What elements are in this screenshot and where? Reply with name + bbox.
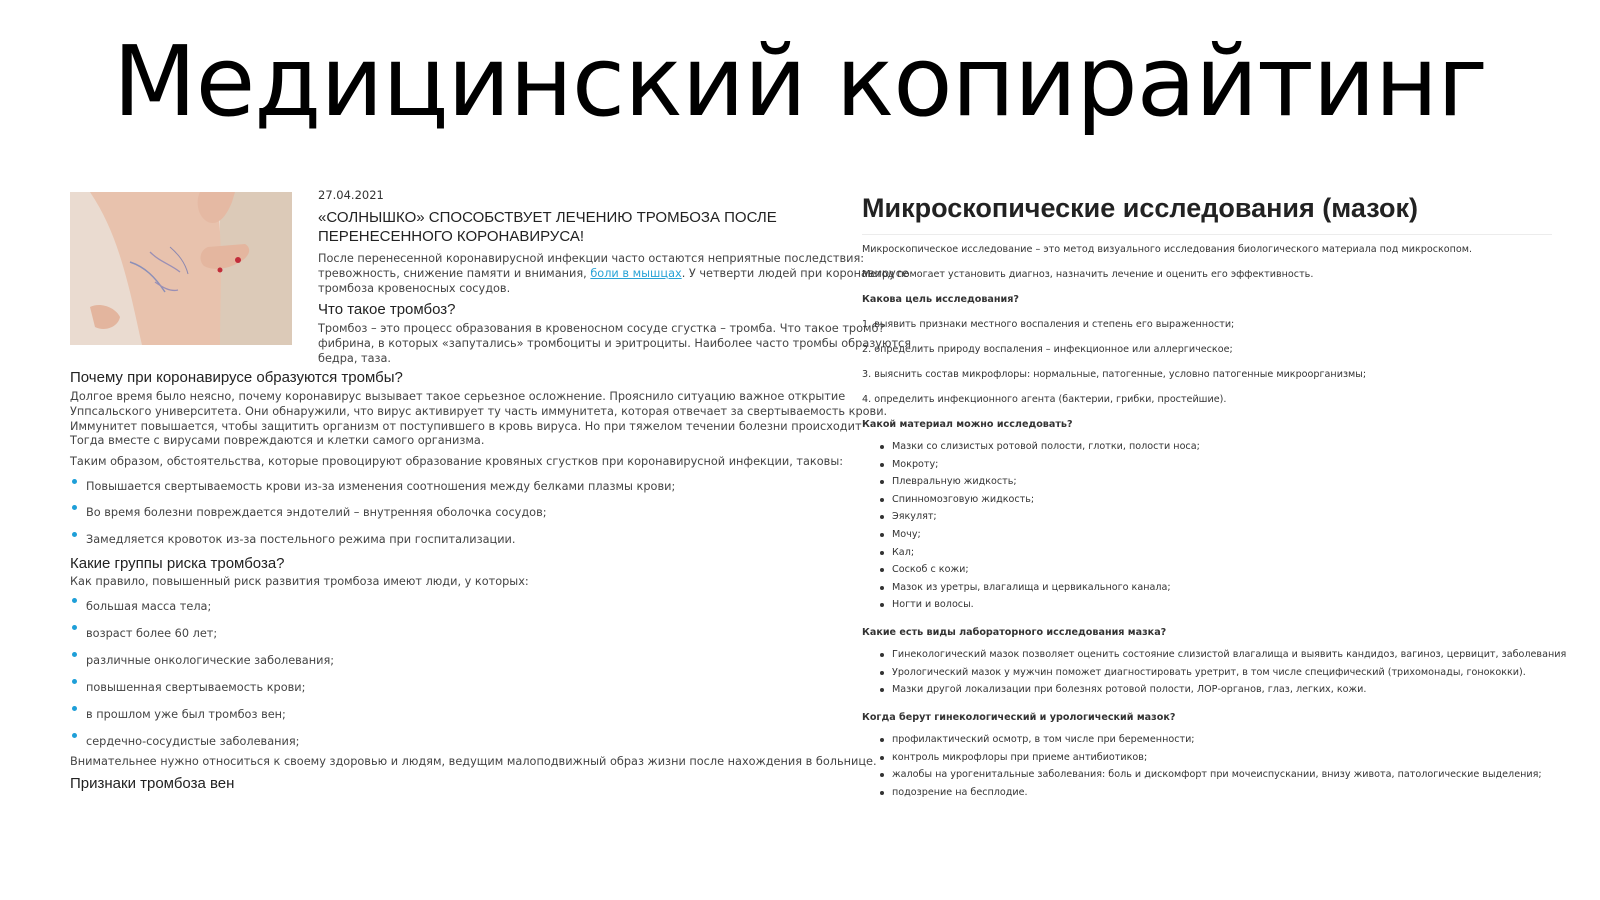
list-item: Соскоб с кожи; xyxy=(862,561,1200,579)
list-item: контроль микрофлоры при приеме антибиотиков; xyxy=(862,749,1542,767)
para-line: фибрина, в которых «запутались» тромбоциты и эритроциты. Наиболее часто тромбы образуются xyxy=(318,337,912,351)
section-risk xyxy=(70,554,877,793)
paragraph: Метод помогает установить диагноз, назначить лечение и оценить его эффективность. xyxy=(862,269,1314,280)
goal-item: 2. определить природу воспаления – инфекционное или аллергическое; xyxy=(862,344,1233,355)
article-headline[interactable]: «СОЛНЫШКО» СПОСОБСТВУЕТ ЛЕЧЕНИЮ ТРОМБОЗА ПОСЛЕ ПЕРЕНЕСЕННОГО КОРОНАВИРУСА! xyxy=(318,209,777,245)
section-heading: Что такое тромбоз? xyxy=(318,301,456,319)
list-item: Мазок из уретры, влагалища и цервикального канала; xyxy=(862,579,1200,597)
factor-list xyxy=(70,474,850,554)
list-item: сердечно-сосудистые заболевания; xyxy=(70,728,850,755)
intro-line: После перенесенной коронавирусной инфекции часто остаются неприятные последствия: xyxy=(318,252,865,265)
paragraph: Микроскопическое исследование – это метод визуального исследования биологического материала под микроскопом. xyxy=(862,244,1473,255)
list-item: жалобы на урогенитальные заболевания: боль и дискомфорт при мочеиспускании, внизу живота, патологические выделения; xyxy=(862,766,1542,784)
risk-list xyxy=(70,593,850,755)
para-line: Долгое время было неясно, почему коронавирус вызывает такое серьезное осложнение. Прояснило ситуацию важное открытие xyxy=(70,390,846,403)
question-heading: Какова цель исследования? xyxy=(862,294,1019,305)
section-intro: Как правило, повышенный риск развития тромбоза имеют люди, у которых: xyxy=(70,575,529,588)
intro-text: тревожность, снижение памяти и внимания, xyxy=(318,266,591,280)
list-item: повышенная свертываемость крови; xyxy=(70,674,850,701)
article-date: 27.04.2021 xyxy=(318,188,384,202)
question-heading: Когда берут гинекологический и урологический мазок? xyxy=(862,712,1176,723)
list-item: Ногти и волосы. xyxy=(862,596,1200,614)
intro-line: тромбоза кровеносных сосудов. xyxy=(318,281,511,295)
para-line: бедра, таза. xyxy=(318,351,392,365)
intro-line xyxy=(318,266,909,282)
list-item: Мазки другой локализации при болезнях ротовой полости, ЛОР-органов, глаз, легких, кожи. xyxy=(862,681,1566,699)
list-item: различные онкологические заболевания; xyxy=(70,647,850,674)
list-item: Плевральную жидкость; xyxy=(862,473,1200,491)
list-item: профилактический осмотр, в том числе при беременности; xyxy=(862,731,1542,749)
goal-item: 4. определить инфекционного агента (бактерии, грибки, простейшие). xyxy=(862,394,1227,405)
list-item: Повышается свертываемость крови из-за изменения соотношения между белками плазмы крови; xyxy=(70,474,850,501)
intro-text: . У четверти людей при коронавирусе xyxy=(681,266,909,280)
list-item: Эякулят; xyxy=(862,508,1200,526)
list-item: возраст более 60 лет; xyxy=(70,620,850,647)
list-item: Замедляется кровоток из-за постельного режима при госпитализации. xyxy=(70,527,850,554)
question-heading: Какой материал можно исследовать? xyxy=(862,419,1073,430)
when-list xyxy=(862,731,1542,801)
list-item: Спинномозговую жидкость; xyxy=(862,491,1200,509)
section-why xyxy=(70,368,888,553)
section-heading: Почему при коронавирусе образуются тромбы? xyxy=(70,369,403,386)
list-item: Мочу; xyxy=(862,526,1200,544)
intro-paragraph xyxy=(318,252,909,296)
summary-line: Таким образом, обстоятельства, которые провоцируют образование кровяных сгустков при коронавирусной инфекции, таковы: xyxy=(70,455,844,469)
outro-line: Внимательнее нужно относиться к своему здоровью и людям, ведущим малоподвижный образ жизни после нахождения в больнице. xyxy=(70,754,877,768)
list-item: Гинекологический мазок позволяет оценить состояние слизистой влагалища и выявить кандидоз, вагиноз, цервицит, заболевания xyxy=(862,646,1566,664)
types-list xyxy=(862,646,1566,699)
slide-title: Медицинский копирайтинг xyxy=(112,25,1488,138)
muscle-pain-link[interactable]: боли в мышцах xyxy=(590,266,682,280)
para-line: Иммунитет повышается, чтобы защитить организм от поступившего в кровь вируса. Но при тяжелом течении болезни происходит xyxy=(70,419,862,433)
goal-item: 1. выявить признаки местного воспаления и степень его выраженности; xyxy=(862,319,1235,330)
goal-item: 3. выяснить состав микрофлоры: нормальные, патогенные, условно патогенные микроорганизмы; xyxy=(862,369,1367,380)
right-article-title: Микроскопические исследования (мазок) xyxy=(862,193,1418,223)
article-header xyxy=(318,188,912,367)
leg-photo xyxy=(70,192,292,345)
list-item: большая масса тела; xyxy=(70,593,850,620)
section-paragraph xyxy=(318,322,912,366)
question-heading: Какие есть виды лабораторного исследования мазка? xyxy=(862,627,1167,638)
para-line: Тромбоз – это процесс образования в кровеносном сосуде сгустка – тромба. Что такое тромб? xyxy=(318,322,885,336)
list-item: Урологический мазок у мужчин поможет диагностировать уретрит, в том числе специфический (трихомонады, гонококки). xyxy=(862,664,1566,682)
list-item: Во время болезни повреждается эндотелий – внутренняя оболочка сосудов; xyxy=(70,500,850,527)
list-item: Мокроту; xyxy=(862,456,1200,474)
right-article-screenshot xyxy=(862,190,1567,830)
materials-list xyxy=(862,438,1200,614)
section-paragraph xyxy=(70,390,888,449)
divider xyxy=(862,234,1552,235)
section-heading: Какие группы риска тромбоза? xyxy=(70,555,285,572)
list-item: в прошлом уже был тромбоз вен; xyxy=(70,701,850,728)
list-item: Мазки со слизистых ротовой полости, глотки, полости носа; xyxy=(862,438,1200,456)
para-line: Уппсальского университета. Они обнаружили, что вирус активирует ту часть иммунитета, которая отвечает за свертываемость крови. xyxy=(70,404,888,418)
list-item: Кал; xyxy=(862,544,1200,562)
section-heading: Признаки тромбоза вен xyxy=(70,774,235,792)
list-item: подозрение на бесплодие. xyxy=(862,784,1542,802)
para-line: Тогда вместе с вирусами повреждаются и клетки самого организма. xyxy=(70,434,485,448)
